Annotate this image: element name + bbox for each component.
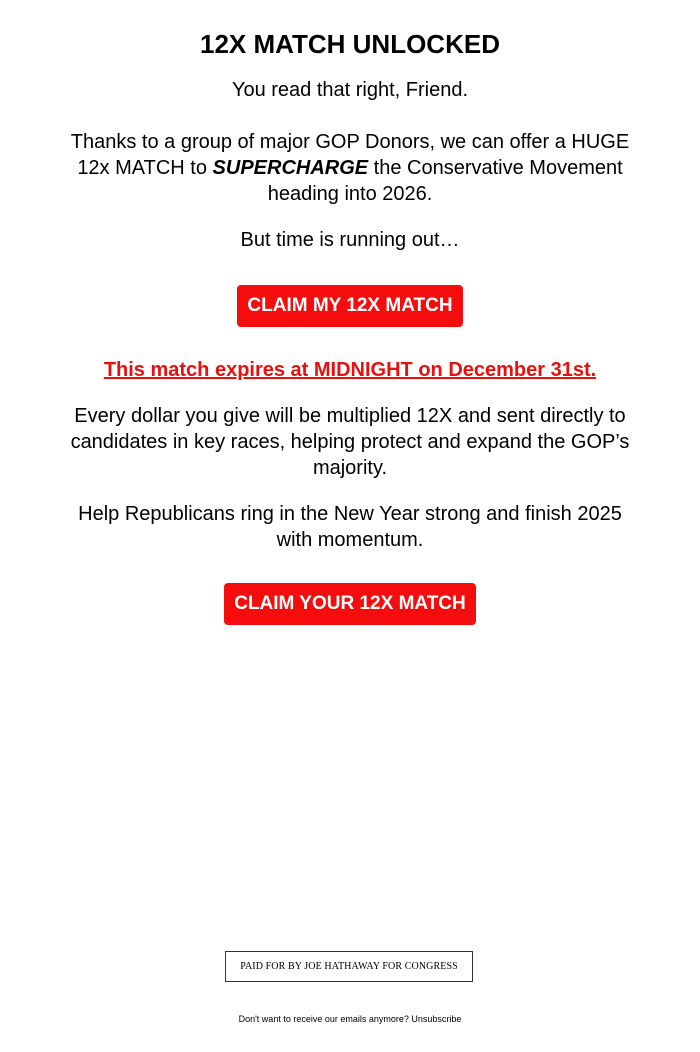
intro-emphasis: SUPERCHARGE <box>212 157 369 179</box>
claim-your-match-button[interactable]: CLAIM YOUR 12X MATCH <box>224 583 476 625</box>
email-title: 12X MATCH UNLOCKED <box>200 29 500 59</box>
urgency-text: But time is running out… <box>240 229 460 251</box>
intro-paragraph <box>60 129 640 207</box>
intro-text-end: the Conservative Movement heading into 2026. <box>267 157 623 205</box>
paid-for-disclaimer: PAID FOR BY JOE HATHAWAY FOR CONGRESS <box>225 951 473 982</box>
greeting-text: You read that right, Friend. <box>231 79 469 101</box>
body-paragraph: Every dollar you give will be multiplied 12X and sent directly to candidates in key races, helping protect and expand the GOP’s majority. <box>70 405 630 479</box>
claim-my-match-button[interactable]: CLAIM MY 12X MATCH <box>237 285 462 327</box>
email-footer <box>0 1013 700 1025</box>
unsubscribe-prompt: Don't want to receive our emails anymore? <box>238 1014 409 1024</box>
secondary-cta-container <box>60 583 640 625</box>
unsubscribe-link[interactable]: Unsubscribe <box>411 1014 462 1024</box>
email-body <box>60 0 640 625</box>
closing-paragraph: Help Republicans ring in the New Year strong and finish 2025 with momentum. <box>78 503 622 551</box>
deadline-link[interactable]: This match expires at MIDNIGHT on December 31st. <box>103 359 597 381</box>
intro-text-start: Thanks to a group of major GOP Donors, we can offer a HUGE 12x MATCH to <box>70 131 630 179</box>
primary-cta-container <box>60 285 640 327</box>
